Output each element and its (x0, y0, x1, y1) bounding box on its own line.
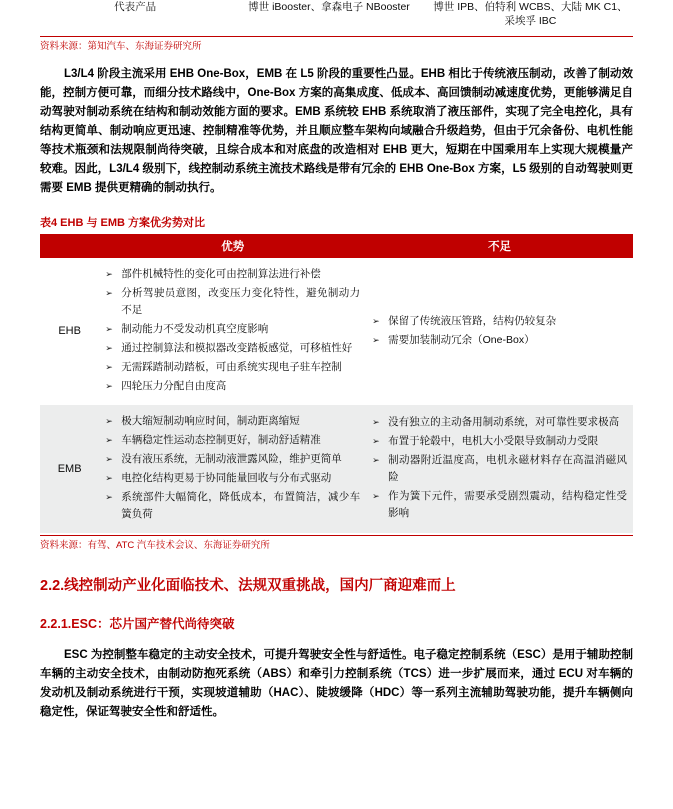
list-item: ➢ 分析驾驶员意图，改变压力变化特性，避免制动力不足 (105, 285, 360, 319)
row-label: 代表产品 (114, 1, 157, 13)
table-bottom-rule (40, 36, 633, 37)
ehb-disadvantages-cell (366, 258, 633, 405)
emb-advantages-cell (99, 405, 366, 533)
header-disadvantages: 不足 (366, 234, 633, 258)
list-item: ➢ 四轮压力分配自由度高 (105, 378, 360, 395)
product-cell-1: 博世 iBooster、拿森电子 NBooster (248, 1, 410, 13)
ehb-emb-comparison-table (40, 234, 633, 533)
ehb-advantages-cell (99, 258, 366, 405)
emb-disadvantages-list (372, 414, 627, 522)
comparison-table-bottom-rule (40, 535, 633, 536)
representative-products-table (40, 0, 633, 34)
table-caption: 表4 EHB 与 EMB 方案优劣势对比 (40, 217, 206, 229)
list-item: ➢ 电控化结构更易于协同能量回收与分布式驱动 (105, 470, 360, 487)
list-item: ➢ 车辆稳定性运动态控制更好，制动舒适精准 (105, 432, 360, 449)
ehb-disadvantages-list (372, 313, 627, 349)
row-label-ehb: EHB (40, 258, 99, 405)
list-item: ➢ 系统部件大幅简化，降低成本，布置简洁，减少车簧负荷 (105, 489, 360, 523)
list-item: ➢ 没有独立的主动备用制动系统，对可靠性要求极高 (372, 414, 627, 431)
product-cell-2: 博世 IPB、伯特利 WCBS、大陆 MK C1、采埃孚 IBC (433, 1, 628, 27)
row-label-emb: EMB (40, 405, 99, 533)
list-item: ➢ 极大缩短制动响应时间，制动距离缩短 (105, 413, 360, 430)
emb-advantages-list (105, 413, 360, 523)
paragraph-esc: ESC 为控制整车稳定的主动安全技术，可提升驾驶安全性与舒适性。电子稳定控制系统（ESC）是用于辅助控制车辆的主动安全技术，由制动防抱死系统（ABS）和牵引力控制系统（TCS）进一步扩展而来，通过 ECU 对车辆的发动机及制动系统进行干预，实现坡道辅助（HAC）、陡坡缓降（HDC）等一系列主流辅助驾驶功能，提升车辆侧向稳定性，保证驾驶安全性和舒适性。 (40, 649, 633, 718)
paragraph-ehb-emb: L3/L4 阶段主流采用 EHB One-Box，EMB 在 L5 阶段的重要性凸显。EHB 相比于传统液压制动，改善了制动效能，控制方便可靠，而细分技术路线中，One-Box 方案的高集成度、低成本、高回馈制动减速度优势，更能够满足自动驾驶对制动系统在结构和制动效能方面的要求。EMB 系统较 EHB 系统取消了液压部件，实现了完全电控化，具有结构更简单、制动响应更迅速、控制精准等优势，并且顺应整车架构向域融合升级趋势，但由于冗余备份、电机性能等技术瓶颈和法规限制尚待突破，且综合成本和对底盘的改造相对 EHB 更大，短期在中国乘用车上实现大规模量产较难。因此，L3/L4 级别下，线控制动系统主流技术路线是带有冗余的 EHB One-Box 方案，L5 级别的自动驾驶则更需要 EMB 提供更精确的制动执行。 (40, 68, 633, 194)
list-item: ➢ 部件机械特性的变化可由控制算法进行补偿 (105, 266, 360, 283)
list-item: ➢ 布置于轮毂中，电机大小受限导致制动力受限 (372, 433, 627, 450)
table-header-row (40, 234, 633, 258)
list-item: ➢ 制动能力不受发动机真空度影响 (105, 321, 360, 338)
sub-heading: 2.2.1.ESC：芯片国产替代尚待突破 (40, 617, 235, 631)
list-item: ➢ 作为簧下元件，需要承受剧烈震动，结构稳定性受影响 (372, 488, 627, 522)
table-row (40, 405, 633, 533)
header-advantages: 优势 (99, 234, 366, 258)
list-item: ➢ 通过控制算法和模拟器改变踏板感觉，可移植性好 (105, 340, 360, 357)
list-item: ➢ 没有液压系统，无制动液泄露风险，维护更简单 (105, 451, 360, 468)
list-item: ➢ 无需踩踏制动踏板，可由系统实现电子驻车控制 (105, 359, 360, 376)
table-row (40, 258, 633, 405)
table-row (40, 0, 633, 34)
ehb-advantages-list (105, 266, 360, 395)
source-note-top: 资料来源：第知汽车、东海证券研究所 (40, 41, 202, 52)
section-heading: 2.2.线控制动产业化面临技术、法规双重挑战，国内厂商迎难而上 (40, 578, 456, 594)
list-item: ➢ 需要加装制动冗余（One-Box） (372, 332, 627, 349)
emb-disadvantages-cell (366, 405, 633, 533)
list-item: ➢ 保留了传统液压管路，结构仍较复杂 (372, 313, 627, 330)
header-blank (40, 234, 99, 258)
source-note-bottom: 资料来源：有驾、ATC 汽车技术会议、东海证券研究所 (40, 540, 270, 551)
list-item: ➢ 制动器附近温度高，电机永磁材料存在高温消磁风险 (372, 452, 627, 486)
